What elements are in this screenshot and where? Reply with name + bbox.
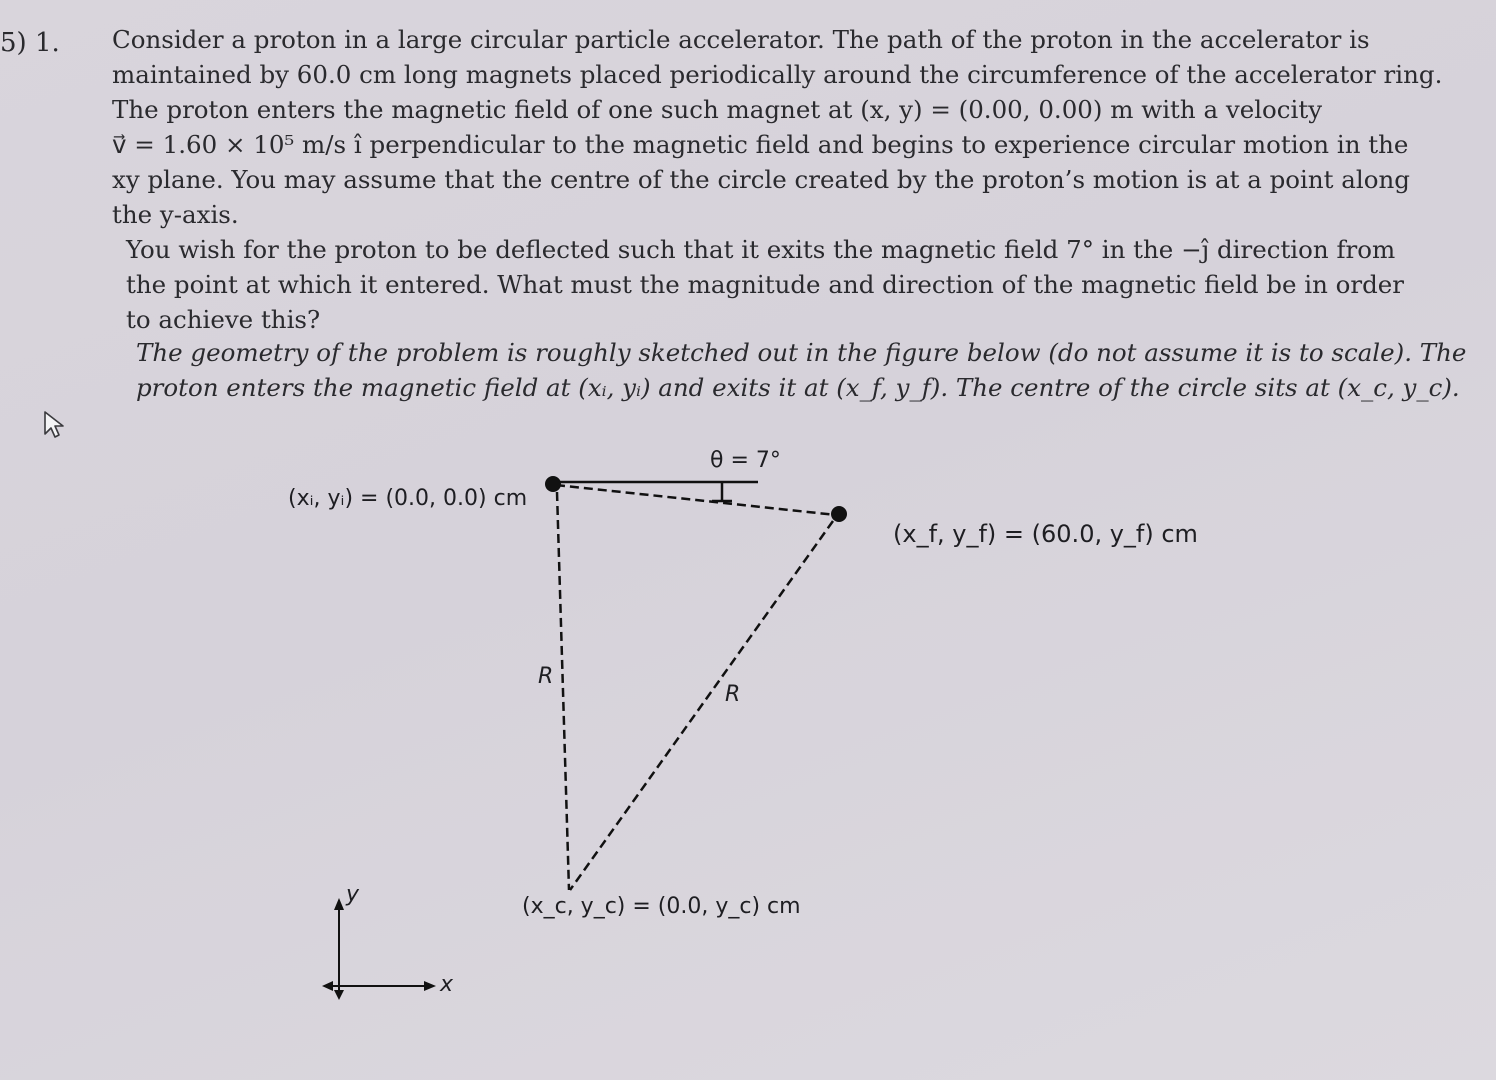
paragraph-line: the y-axis. bbox=[112, 200, 239, 229]
entry-point bbox=[545, 476, 561, 492]
radius-label-left: R bbox=[538, 664, 554, 689]
exit-point bbox=[831, 506, 847, 522]
final-point-label: (x_f, y_f) = (60.0, y_f) cm bbox=[893, 520, 1198, 548]
paragraph-line: the point at which it entered. What must the magnitude and direction of the magnetic field be in order bbox=[126, 270, 1405, 299]
y-axis-label: y bbox=[346, 882, 360, 907]
paragraph-line: The geometry of the problem is roughly sketched out in the figure below (do not assume it is to scale). The bbox=[136, 338, 1467, 367]
chord-dashed-line bbox=[556, 485, 836, 515]
radius-line-left bbox=[557, 492, 569, 890]
radius-line-right bbox=[570, 521, 833, 890]
center-point-label: (x_c, y_c) = (0.0, y_c) cm bbox=[522, 894, 801, 919]
origin-arrow bbox=[322, 981, 333, 991]
theta-label: θ = 7° bbox=[710, 448, 781, 473]
paragraph-line: to achieve this? bbox=[126, 305, 321, 334]
paragraph-line: v⃗ = 1.60 × 10⁵ m/s î perpendicular to the magnetic field and begins to experience circular motion in the bbox=[112, 130, 1409, 159]
radius-label-right: R bbox=[725, 682, 741, 707]
y-axis-arrow bbox=[334, 898, 344, 910]
paragraph-line: The proton enters the magnetic field of one such magnet at (x, y) = (0.00, 0.00) m with a velocity bbox=[112, 95, 1323, 124]
paragraph-line: maintained by 60.0 cm long magnets placed periodically around the circumference of the accelerator ring. bbox=[112, 60, 1443, 89]
initial-point-label: (xᵢ, yᵢ) = (0.0, 0.0) cm bbox=[288, 486, 528, 511]
origin-arrow bbox=[334, 990, 344, 1000]
paragraph-line: proton enters the magnetic field at (xᵢ, yᵢ) and exits it at (x_f, y_f). The centre of the circle sits at (x_c, y_c). bbox=[136, 373, 1460, 402]
paragraph-line: Consider a proton in a large circular particle accelerator. The path of the proton in the accelerator is bbox=[112, 25, 1370, 54]
x-axis-arrow bbox=[424, 981, 436, 991]
x-axis-label: x bbox=[440, 972, 454, 997]
paragraph-line: You wish for the proton to be deflected such that it exits the magnetic field 7° in the −ĵ direction from bbox=[126, 235, 1396, 264]
question-number: 5) 1. bbox=[0, 28, 60, 58]
paragraph-line: xy plane. You may assume that the centre of the circle created by the proton’s motion is at a point along bbox=[112, 165, 1410, 194]
